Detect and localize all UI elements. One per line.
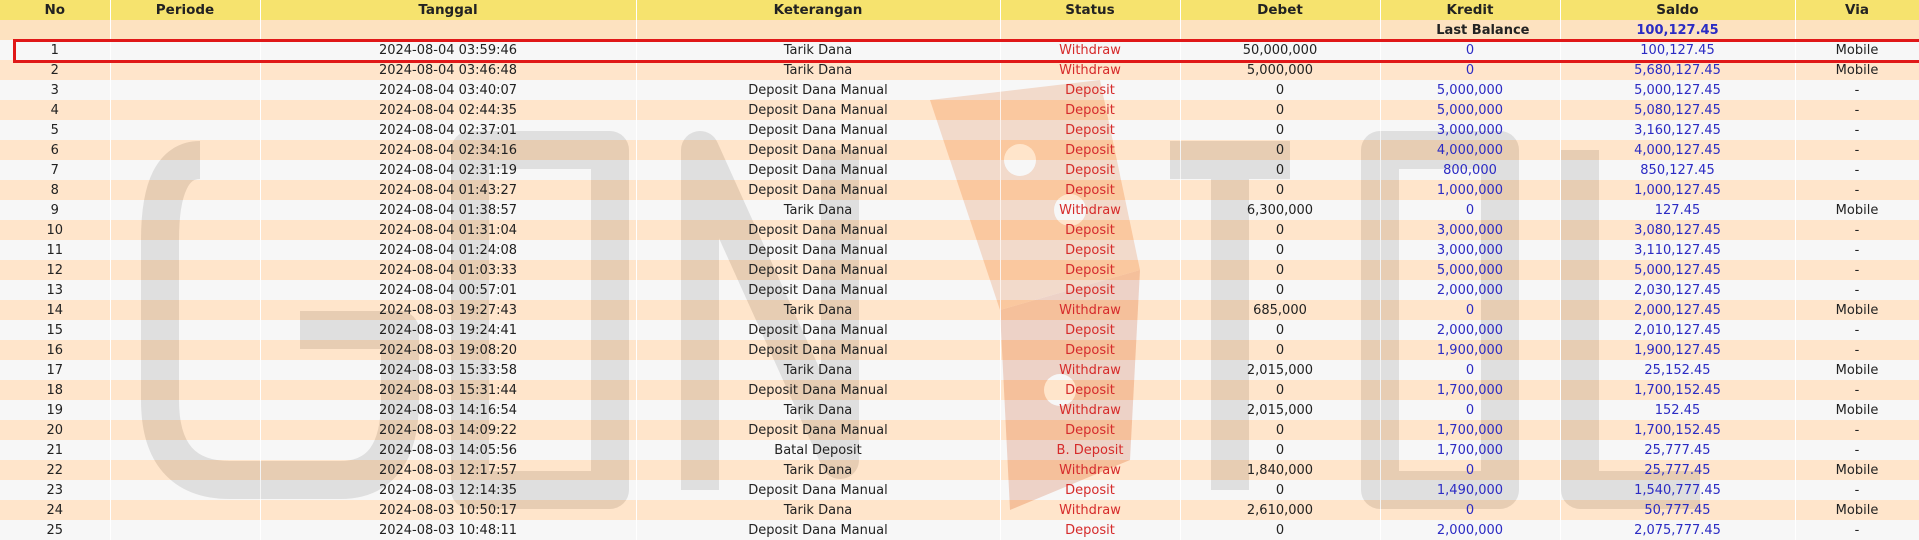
cell-saldo: 1,540,777.45: [1560, 480, 1795, 500]
cell-via: -: [1795, 340, 1919, 360]
cell-periode: [110, 260, 260, 280]
cell-status: Deposit: [1000, 380, 1180, 400]
cell-status: Deposit: [1000, 260, 1180, 280]
cell-via: -: [1795, 520, 1919, 540]
cell-via: -: [1795, 480, 1919, 500]
cell-tanggal: 2024-08-03 14:16:54: [260, 400, 636, 420]
cell-status: Withdraw: [1000, 40, 1180, 60]
cell-tanggal: 2024-08-04 01:03:33: [260, 260, 636, 280]
cell-via: Mobile: [1795, 500, 1919, 520]
cell-no: 23: [0, 480, 110, 500]
cell-status: Deposit: [1000, 140, 1180, 160]
cell-via: -: [1795, 160, 1919, 180]
cell-debet: 0: [1180, 100, 1380, 120]
cell-saldo: 1,900,127.45: [1560, 340, 1795, 360]
cell-debet: 0: [1180, 380, 1380, 400]
cell-kredit: 5,000,000: [1380, 260, 1560, 280]
table-row[interactable]: [0, 400, 1919, 420]
cell-keterangan: Deposit Dana Manual: [636, 120, 1000, 140]
cell-periode: [110, 40, 260, 60]
last-balance-value: 100,127.45: [1560, 20, 1795, 40]
table-row[interactable]: [0, 120, 1919, 140]
cell-no: 10: [0, 220, 110, 240]
cell-keterangan: Deposit Dana Manual: [636, 260, 1000, 280]
cell-kredit: 1,700,000: [1380, 420, 1560, 440]
cell-debet: 0: [1180, 480, 1380, 500]
cell-status: Withdraw: [1000, 60, 1180, 80]
cell-periode: [110, 500, 260, 520]
table-row[interactable]: [0, 80, 1919, 100]
cell-no: 7: [0, 160, 110, 180]
cell-kredit: 2,000,000: [1380, 320, 1560, 340]
cell-debet: 0: [1180, 240, 1380, 260]
cell-no: 25: [0, 520, 110, 540]
table-row[interactable]: [0, 460, 1919, 480]
cell-periode: [110, 280, 260, 300]
cell-status: Deposit: [1000, 480, 1180, 500]
cell-saldo: 25,777.45: [1560, 440, 1795, 460]
cell-kredit: 0: [1380, 460, 1560, 480]
cell-periode: [110, 420, 260, 440]
cell-status: Deposit: [1000, 340, 1180, 360]
cell-status: Deposit: [1000, 240, 1180, 260]
header-debet[interactable]: Debet: [1180, 0, 1380, 20]
cell-saldo: 25,152.45: [1560, 360, 1795, 380]
cell-keterangan: Tarik Dana: [636, 300, 1000, 320]
table-row[interactable]: [0, 360, 1919, 380]
cell-saldo: 152.45: [1560, 400, 1795, 420]
cell-no: 3: [0, 80, 110, 100]
cell-saldo: 1,700,152.45: [1560, 380, 1795, 400]
cell-tanggal: 2024-08-04 02:34:16: [260, 140, 636, 160]
table-row[interactable]: [0, 180, 1919, 200]
cell-no: 12: [0, 260, 110, 280]
cell-saldo: 100,127.45: [1560, 40, 1795, 60]
cell-keterangan: Deposit Dana Manual: [636, 100, 1000, 120]
cell-no: 14: [0, 300, 110, 320]
header-saldo[interactable]: Saldo: [1560, 0, 1795, 20]
cell-kredit: 3,000,000: [1380, 120, 1560, 140]
cell-tanggal: 2024-08-03 12:17:57: [260, 460, 636, 480]
cell-debet: 2,610,000: [1180, 500, 1380, 520]
cell-status: Deposit: [1000, 120, 1180, 140]
cell-no: 20: [0, 420, 110, 440]
cell-kredit: 2,000,000: [1380, 280, 1560, 300]
cell-via: -: [1795, 320, 1919, 340]
cell-status: Deposit: [1000, 280, 1180, 300]
cell-kredit: 5,000,000: [1380, 100, 1560, 120]
cell-keterangan: Deposit Dana Manual: [636, 340, 1000, 360]
cell-tanggal: 2024-08-04 01:31:04: [260, 220, 636, 240]
cell-kredit: 0: [1380, 500, 1560, 520]
cell-status: B. Deposit: [1000, 440, 1180, 460]
cell-debet: 0: [1180, 180, 1380, 200]
cell-keterangan: Tarik Dana: [636, 200, 1000, 220]
cell-periode: [110, 80, 260, 100]
cell-kredit: 5,000,000: [1380, 80, 1560, 100]
cell-via: -: [1795, 180, 1919, 200]
cell-status: Deposit: [1000, 520, 1180, 540]
table-row[interactable]: [0, 520, 1919, 540]
cell-tanggal: 2024-08-04 01:43:27: [260, 180, 636, 200]
cell-via: Mobile: [1795, 400, 1919, 420]
cell-periode: [110, 240, 260, 260]
cell-debet: 0: [1180, 520, 1380, 540]
cell-debet: 685,000: [1180, 300, 1380, 320]
cell-status: Deposit: [1000, 80, 1180, 100]
cell-keterangan: Tarik Dana: [636, 500, 1000, 520]
cell-periode: [110, 400, 260, 420]
cell-kredit: 3,000,000: [1380, 240, 1560, 260]
cell-keterangan: Deposit Dana Manual: [636, 480, 1000, 500]
table-row[interactable]: [0, 440, 1919, 460]
cell-via: Mobile: [1795, 200, 1919, 220]
cell-no: 11: [0, 240, 110, 260]
cell-no: 19: [0, 400, 110, 420]
cell-no: 9: [0, 200, 110, 220]
table-row[interactable]: [0, 40, 1919, 60]
cell-debet: 1,840,000: [1180, 460, 1380, 480]
cell-periode: [110, 100, 260, 120]
cell-tanggal: 2024-08-03 10:48:11: [260, 520, 636, 540]
cell-status: Deposit: [1000, 420, 1180, 440]
cell-saldo: 2,000,127.45: [1560, 300, 1795, 320]
cell-status: Deposit: [1000, 320, 1180, 340]
cell-tanggal: 2024-08-03 10:50:17: [260, 500, 636, 520]
cell-debet: 0: [1180, 320, 1380, 340]
cell-via: Mobile: [1795, 300, 1919, 320]
cell-periode: [110, 200, 260, 220]
cell-tanggal: 2024-08-04 03:46:48: [260, 60, 636, 80]
cell-tanggal: 2024-08-04 01:38:57: [260, 200, 636, 220]
cell-keterangan: Deposit Dana Manual: [636, 140, 1000, 160]
table-row[interactable]: [0, 300, 1919, 320]
cell-tanggal: 2024-08-04 00:57:01: [260, 280, 636, 300]
table-row[interactable]: [0, 240, 1919, 260]
cell-status: Withdraw: [1000, 460, 1180, 480]
cell-no: 6: [0, 140, 110, 160]
cell-tanggal: 2024-08-03 19:08:20: [260, 340, 636, 360]
cell-keterangan: Deposit Dana Manual: [636, 520, 1000, 540]
cell-keterangan: Tarik Dana: [636, 400, 1000, 420]
cell-debet: 6,300,000: [1180, 200, 1380, 220]
cell-no: 13: [0, 280, 110, 300]
header-keterangan[interactable]: Keterangan: [636, 0, 1000, 20]
table-row[interactable]: [0, 420, 1919, 440]
cell-periode: [110, 520, 260, 540]
cell-kredit: 0: [1380, 300, 1560, 320]
cell-via: -: [1795, 80, 1919, 100]
cell-no: 8: [0, 180, 110, 200]
cell-kredit: 4,000,000: [1380, 140, 1560, 160]
header-status[interactable]: Status: [1000, 0, 1180, 20]
cell-kredit: 1,000,000: [1380, 180, 1560, 200]
cell-no: 21: [0, 440, 110, 460]
cell-kredit: 3,000,000: [1380, 220, 1560, 240]
table-row[interactable]: [0, 200, 1919, 220]
cell-status: Withdraw: [1000, 360, 1180, 380]
cell-no: 24: [0, 500, 110, 520]
cell-via: -: [1795, 420, 1919, 440]
last-balance-label: Last Balance: [1380, 20, 1560, 40]
cell-saldo: 5,680,127.45: [1560, 60, 1795, 80]
cell-keterangan: Deposit Dana Manual: [636, 240, 1000, 260]
cell-periode: [110, 320, 260, 340]
cell-no: 18: [0, 380, 110, 400]
cell-kredit: 0: [1380, 360, 1560, 380]
header-via[interactable]: Via: [1795, 0, 1919, 20]
cell-keterangan: Deposit Dana Manual: [636, 320, 1000, 340]
cell-no: 1: [0, 40, 110, 60]
cell-keterangan: Tarik Dana: [636, 460, 1000, 480]
cell-via: -: [1795, 280, 1919, 300]
cell-periode: [110, 60, 260, 80]
cell-periode: [110, 440, 260, 460]
cell-kredit: 1,900,000: [1380, 340, 1560, 360]
cell-periode: [110, 360, 260, 380]
cell-saldo: 3,110,127.45: [1560, 240, 1795, 260]
cell-keterangan: Deposit Dana Manual: [636, 380, 1000, 400]
cell-keterangan: Deposit Dana Manual: [636, 160, 1000, 180]
cell-status: Deposit: [1000, 160, 1180, 180]
cell-saldo: 850,127.45: [1560, 160, 1795, 180]
cell-periode: [110, 160, 260, 180]
cell-status: Deposit: [1000, 100, 1180, 120]
header-periode[interactable]: Periode: [110, 0, 260, 20]
cell-saldo: 1,700,152.45: [1560, 420, 1795, 440]
cell-via: -: [1795, 260, 1919, 280]
cell-no: 17: [0, 360, 110, 380]
cell-via: -: [1795, 120, 1919, 140]
table-row[interactable]: [0, 280, 1919, 300]
cell-debet: 2,015,000: [1180, 360, 1380, 380]
table-header-row: [0, 0, 1919, 20]
cell-keterangan: Deposit Dana Manual: [636, 80, 1000, 100]
cell-status: Withdraw: [1000, 300, 1180, 320]
cell-kredit: 1,490,000: [1380, 480, 1560, 500]
cell-periode: [110, 300, 260, 320]
cell-periode: [110, 120, 260, 140]
cell-no: 2: [0, 60, 110, 80]
cell-periode: [110, 340, 260, 360]
cell-periode: [110, 220, 260, 240]
table-row[interactable]: [0, 260, 1919, 280]
cell-kredit: 0: [1380, 200, 1560, 220]
cell-tanggal: 2024-08-04 01:24:08: [260, 240, 636, 260]
cell-debet: 0: [1180, 280, 1380, 300]
header-tanggal[interactable]: Tanggal: [260, 0, 636, 20]
cell-tanggal: 2024-08-04 02:31:19: [260, 160, 636, 180]
cell-via: Mobile: [1795, 40, 1919, 60]
cell-kredit: 0: [1380, 400, 1560, 420]
cell-debet: 0: [1180, 420, 1380, 440]
table-row[interactable]: [0, 480, 1919, 500]
header-no[interactable]: No: [0, 0, 110, 20]
cell-debet: 0: [1180, 220, 1380, 240]
cell-tanggal: 2024-08-03 14:05:56: [260, 440, 636, 460]
cell-tanggal: 2024-08-04 02:37:01: [260, 120, 636, 140]
cell-debet: 2,015,000: [1180, 400, 1380, 420]
cell-via: Mobile: [1795, 460, 1919, 480]
cell-keterangan: Deposit Dana Manual: [636, 280, 1000, 300]
cell-status: Withdraw: [1000, 200, 1180, 220]
cell-debet: 0: [1180, 440, 1380, 460]
cell-periode: [110, 380, 260, 400]
table-row[interactable]: [0, 100, 1919, 120]
cell-saldo: 1,000,127.45: [1560, 180, 1795, 200]
cell-debet: 5,000,000: [1180, 60, 1380, 80]
cell-debet: 0: [1180, 80, 1380, 100]
cell-debet: 50,000,000: [1180, 40, 1380, 60]
table-row[interactable]: [0, 340, 1919, 360]
cell-via: -: [1795, 100, 1919, 120]
cell-saldo: 2,030,127.45: [1560, 280, 1795, 300]
cell-saldo: 4,000,127.45: [1560, 140, 1795, 160]
table-row[interactable]: [0, 500, 1919, 520]
last-balance-row: [0, 20, 1919, 40]
cell-status: Withdraw: [1000, 500, 1180, 520]
cell-debet: 0: [1180, 260, 1380, 280]
cell-status: Deposit: [1000, 220, 1180, 240]
cell-tanggal: 2024-08-04 02:44:35: [260, 100, 636, 120]
cell-via: Mobile: [1795, 60, 1919, 80]
cell-saldo: 5,000,127.45: [1560, 260, 1795, 280]
cell-no: 15: [0, 320, 110, 340]
cell-saldo: 50,777.45: [1560, 500, 1795, 520]
cell-saldo: 2,075,777.45: [1560, 520, 1795, 540]
cell-saldo: 3,160,127.45: [1560, 120, 1795, 140]
cell-keterangan: Deposit Dana Manual: [636, 180, 1000, 200]
cell-saldo: 5,000,127.45: [1560, 80, 1795, 100]
table-row[interactable]: [0, 320, 1919, 340]
cell-tanggal: 2024-08-04 03:59:46: [260, 40, 636, 60]
cell-periode: [110, 180, 260, 200]
cell-no: 5: [0, 120, 110, 140]
cell-periode: [110, 140, 260, 160]
cell-debet: 0: [1180, 120, 1380, 140]
cell-status: Withdraw: [1000, 400, 1180, 420]
cell-debet: 0: [1180, 340, 1380, 360]
cell-tanggal: 2024-08-03 12:14:35: [260, 480, 636, 500]
cell-tanggal: 2024-08-03 14:09:22: [260, 420, 636, 440]
cell-saldo: 3,080,127.45: [1560, 220, 1795, 240]
table-row[interactable]: [0, 140, 1919, 160]
cell-saldo: 5,080,127.45: [1560, 100, 1795, 120]
cell-keterangan: Deposit Dana Manual: [636, 220, 1000, 240]
cell-keterangan: Batal Deposit: [636, 440, 1000, 460]
cell-keterangan: Tarik Dana: [636, 360, 1000, 380]
cell-tanggal: 2024-08-04 03:40:07: [260, 80, 636, 100]
table-row[interactable]: [0, 380, 1919, 400]
table-row[interactable]: [0, 160, 1919, 180]
cell-keterangan: Tarik Dana: [636, 60, 1000, 80]
header-kredit[interactable]: Kredit: [1380, 0, 1560, 20]
cell-kredit: 2,000,000: [1380, 520, 1560, 540]
cell-periode: [110, 460, 260, 480]
cell-no: 22: [0, 460, 110, 480]
cell-tanggal: 2024-08-03 15:31:44: [260, 380, 636, 400]
cell-status: Deposit: [1000, 180, 1180, 200]
cell-saldo: 127.45: [1560, 200, 1795, 220]
cell-saldo: 2,010,127.45: [1560, 320, 1795, 340]
cell-kredit: 800,000: [1380, 160, 1560, 180]
cell-debet: 0: [1180, 140, 1380, 160]
cell-kredit: 0: [1380, 60, 1560, 80]
table-row[interactable]: [0, 60, 1919, 80]
cell-periode: [110, 480, 260, 500]
cell-kredit: 1,700,000: [1380, 380, 1560, 400]
cell-tanggal: 2024-08-03 19:24:41: [260, 320, 636, 340]
cell-no: 4: [0, 100, 110, 120]
cell-via: -: [1795, 220, 1919, 240]
cell-kredit: 1,700,000: [1380, 440, 1560, 460]
cell-no: 16: [0, 340, 110, 360]
cell-via: -: [1795, 240, 1919, 260]
cell-via: -: [1795, 380, 1919, 400]
table-row[interactable]: [0, 220, 1919, 240]
cell-debet: 0: [1180, 160, 1380, 180]
cell-keterangan: Tarik Dana: [636, 40, 1000, 60]
cell-via: -: [1795, 440, 1919, 460]
cell-saldo: 25,777.45: [1560, 460, 1795, 480]
cell-keterangan: Deposit Dana Manual: [636, 420, 1000, 440]
cell-via: Mobile: [1795, 360, 1919, 380]
cell-tanggal: 2024-08-03 19:27:43: [260, 300, 636, 320]
cell-via: -: [1795, 140, 1919, 160]
cell-kredit: 0: [1380, 40, 1560, 60]
cell-tanggal: 2024-08-03 15:33:58: [260, 360, 636, 380]
